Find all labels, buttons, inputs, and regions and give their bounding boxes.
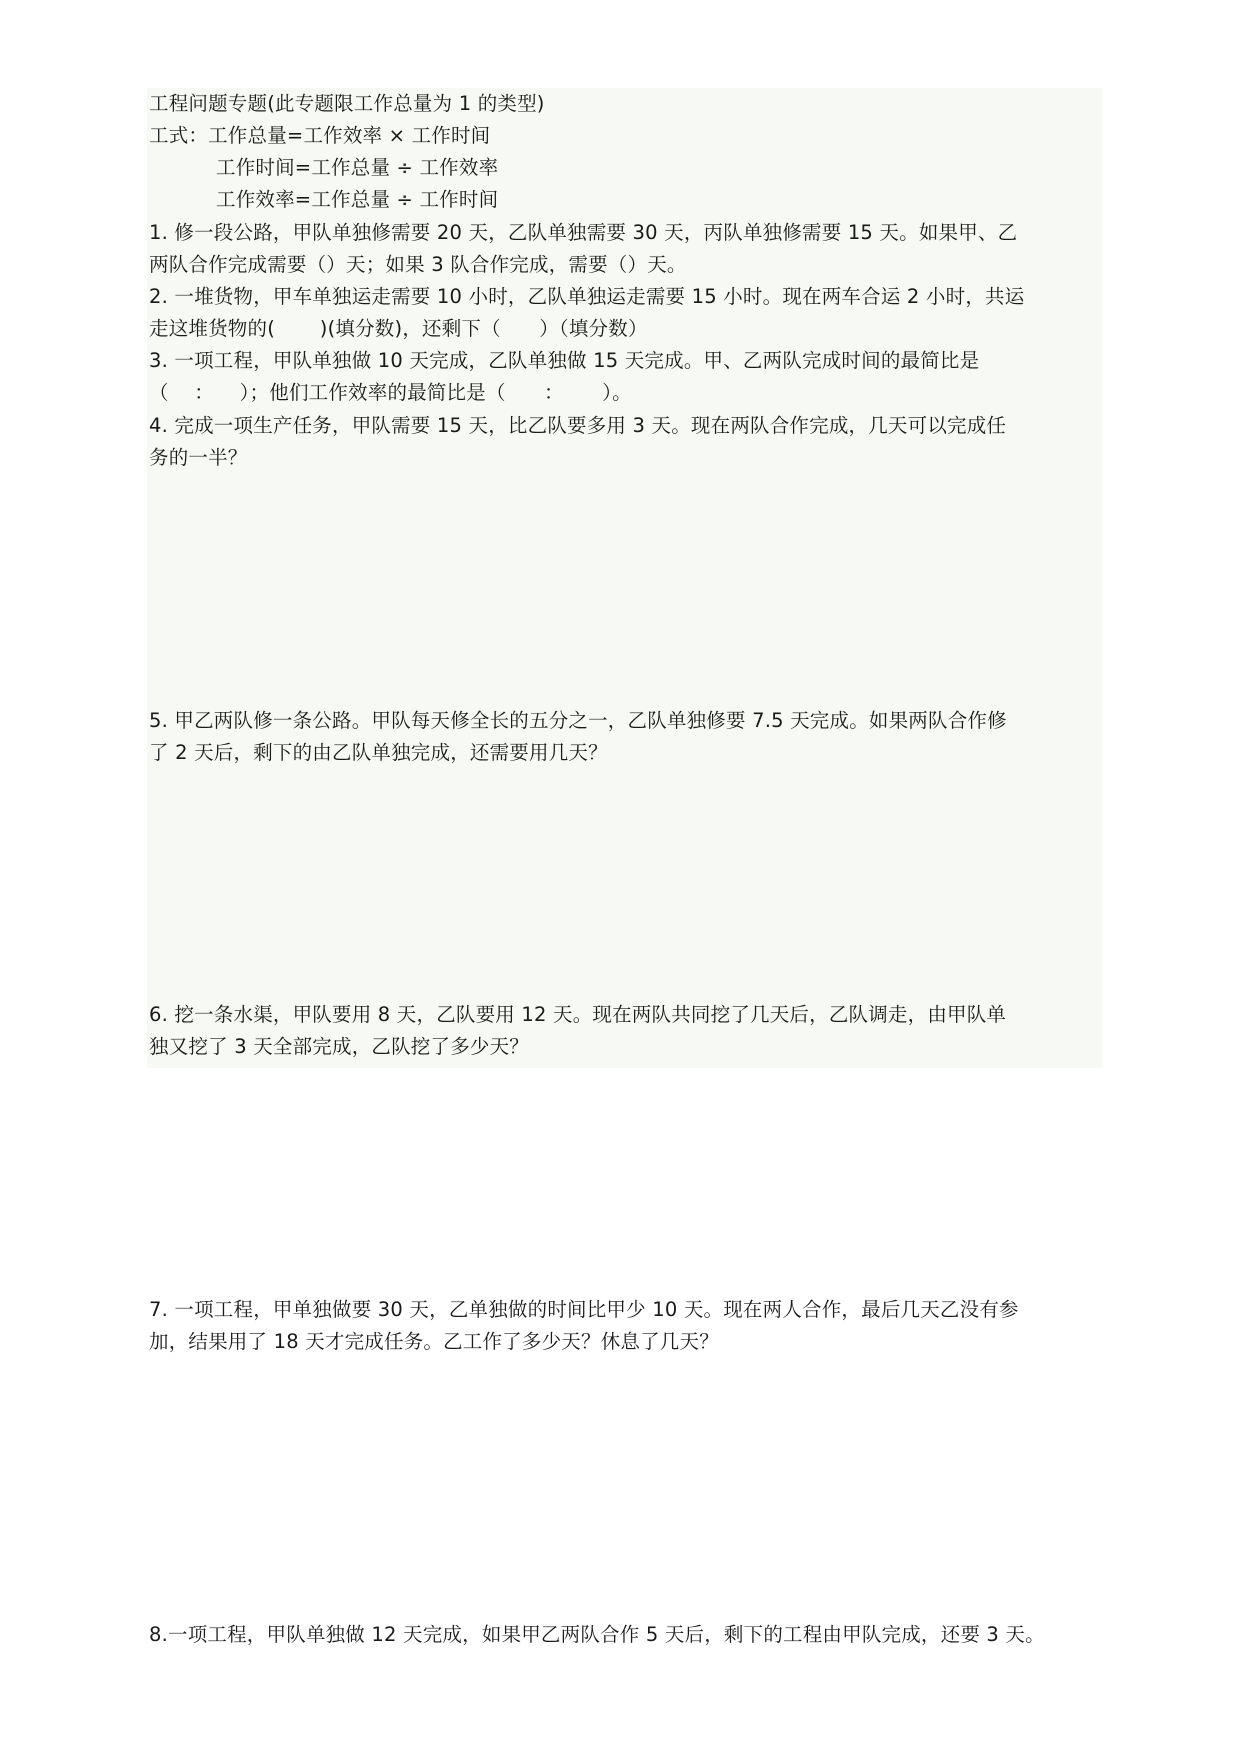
question-3-line-2: （ ： ）；他们工作效率的最简比是（ ： ）。 <box>149 381 632 404</box>
question-1-line-2: 两队合作完成需要（）天；如果 3 队合作完成，需要（）天。 <box>149 253 687 276</box>
question-3-line-1: 3. 一项工程，甲队单独做 10 天完成，乙队单独做 15 天完成。甲、乙两队完成时间的最简比是 <box>149 349 980 372</box>
page-title: 工程问题专题(此专题限工作总量为 1 的类型) <box>149 92 545 115</box>
question-5-line-2: 了 2 天后，剩下的由乙队单独完成，还需要用几天？ <box>149 741 608 764</box>
question-5-line-1: 5. 甲乙两队修一条公路。甲队每天修全长的五分之一，乙队单独修要 7.5 天完成。如果两队合作修 <box>149 709 1007 732</box>
question-8-line-1: 8.一项工程，甲队单独做 12 天完成，如果甲乙两队合作 5 天后，剩下的工程由甲队完成，还要 3 天。 <box>149 1623 1045 1646</box>
question-6-line-2: 独又挖了 3 天全部完成，乙队挖了多少天？ <box>149 1035 530 1058</box>
question-2-line-1: 2. 一堆货物，甲车单独运走需要 10 小时，乙队单独运走需要 15 小时。现在两车合运 2 小时，共运 <box>149 285 1025 308</box>
question-7-line-1: 7. 一项工程，甲单独做要 30 天，乙单独做的时间比甲少 10 天。现在两人合作，最后几天乙没有参 <box>149 1298 1019 1321</box>
formula-work-time: 工作时间=工作总量 ÷ 工作效率 <box>216 156 499 179</box>
formula-work-total: 工式：工作总量=工作效率 × 工作时间 <box>149 124 491 147</box>
question-2-line-2: 走这堆货物的( )(填分数)，还剩下（ ）（填分数） <box>149 317 648 340</box>
question-4-line-1: 4. 完成一项生产任务，甲队需要 15 天，比乙队要多用 3 天。现在两队合作完成，几天可以完成任 <box>149 414 1007 437</box>
formula-work-efficiency: 工作效率=工作总量 ÷ 工作时间 <box>216 188 499 211</box>
question-6-line-1: 6. 挖一条水渠，甲队要用 8 天，乙队要用 12 天。现在两队共同挖了几天后，乙队调走，由甲队单 <box>149 1003 1007 1026</box>
question-4-line-2: 务的一半？ <box>149 446 248 469</box>
question-7-line-2: 加，结果用了 18 天才完成任务。乙工作了多少天？休息了几天？ <box>149 1330 719 1353</box>
question-1-line-1: 1. 修一段公路，甲队单独修需要 20 天，乙队单独需要 30 天，丙队单独修需要 15 天。如果甲、乙 <box>149 221 1018 244</box>
